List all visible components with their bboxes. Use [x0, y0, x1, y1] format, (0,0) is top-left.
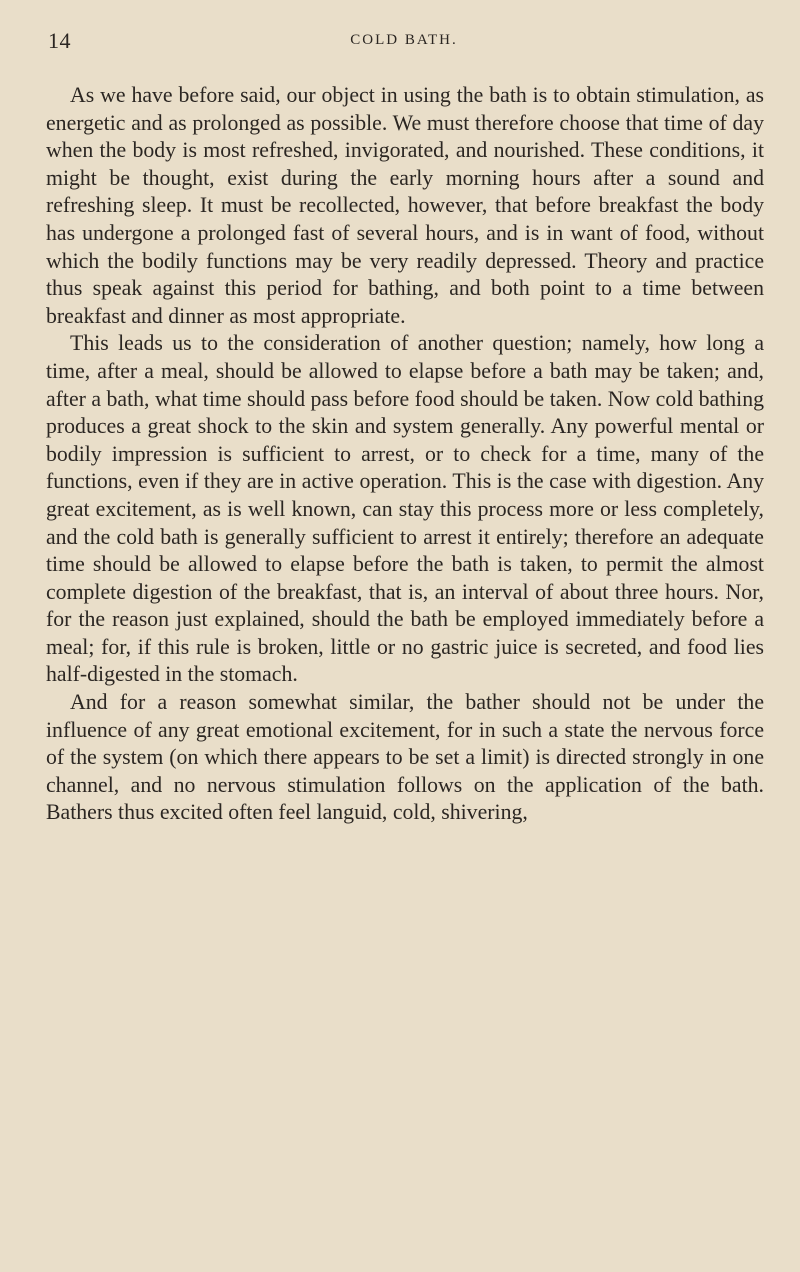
running-title: COLD BATH. — [350, 32, 458, 48]
paragraph-meal-interval: This leads us to the consideration of another question; namely, how long a time, after a meal, should be allowed to elapse before a bath may be taken; and, after a bath, what time should pass before food should be taken. Now cold bathing produces a great shock to the skin and system generally. Any powerful mental or bodily impression is sufficient to arrest, or to check for a time, many of the functions, even if they are in active operation. This is the case with digestion. Any great excitement, as is well known, can stay this process more or less completely, and the cold bath is generally sufficient to arrest it entirely; therefore an adequate time should be allowed to elapse before the bath is taken, to permit the almost complete digestion of the breakfast, that is, an interval of about three hours. Nor, for the reason just explained, should the bath be employed immediately before a meal; for, if this rule is broken, little or no gastric juice is secreted, and food lies half-digested in the stomach. — [46, 331, 764, 687]
page-number: 14 — [48, 28, 71, 53]
paragraph-bath-timing: As we have before said, our object in using the bath is to obtain stimulation, as energetic and as prolonged as possible. We must therefore choose that time of day when the body is most refreshed, invigorated, and nourished. These conditions, it might be thought, exist during the early morning hours after a sound and refreshing sleep. It must be recollected, however, that before breakfast the body has undergone a prolonged fast of several hours, and is in want of food, without which the bodily functions may be very readily depressed. Theory and practice thus speak against this period for bathing, and both point to a time between breakfast and dinner as most appropriate. — [46, 83, 764, 328]
running-head — [48, 28, 760, 54]
body-text — [46, 82, 764, 827]
paragraph-emotional-excitement: And for a reason somewhat similar, the bather should not be under the influence of any great emotional excitement, for in such a state the nervous force of the system (on which there appears to be set a limit) is directed strongly in one channel, and no nervous stimulation follows on the application of the bath. Bathers thus excited often feel languid, cold, shivering, — [46, 690, 764, 825]
